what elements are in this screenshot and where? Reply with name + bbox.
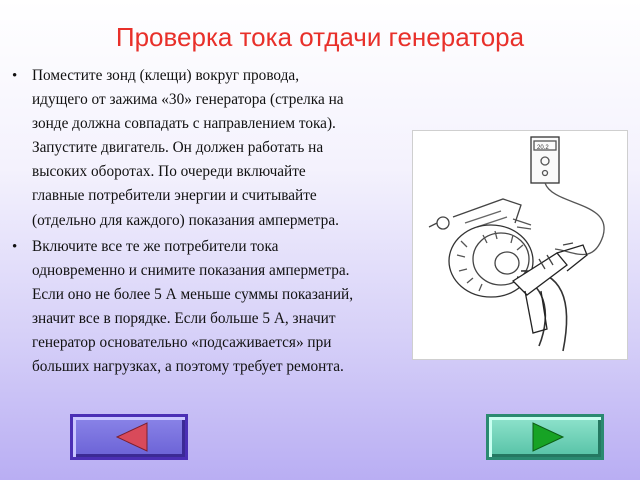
bullet-line: одновременно и снимите показания амперметра. [32, 261, 350, 279]
bullet-line: высоких оборотах. По очереди включайте [32, 163, 306, 181]
bullet-line: Если оно не более 5 А меньше суммы показаний, [32, 285, 354, 303]
bullet-marker: • [12, 68, 18, 84]
clamp-probe-icon [513, 243, 587, 333]
bullet-list [8, 64, 408, 379]
ammeter-icon [531, 137, 559, 183]
bullet-line: зонде должна совпадать с направлением тока). [32, 115, 336, 133]
bullet-item-1 [8, 64, 408, 233]
bullet-marker: • [12, 238, 18, 255]
triangle-left-icon [73, 417, 185, 457]
bullet-line: Запустите двигатель. Он должен работать на [32, 139, 324, 157]
clamp-meter-illustration [412, 130, 628, 360]
bullet-item-2 [8, 235, 408, 380]
bullet-line: Включите все те же потребители тока [32, 237, 279, 255]
meter-display: 20.2 [537, 145, 549, 151]
bullet-line: генератор основательно «подсаживается» при [32, 334, 332, 352]
bullet-line: главные потребители энергии и считывайте [32, 187, 317, 205]
bullet-line: Поместите зонд (клещи) вокруг провода, [32, 67, 300, 84]
previous-slide-button[interactable] [70, 414, 188, 460]
triangle-right-icon [489, 417, 601, 457]
bullet-line: идущего от зажима «30» генератора (стрелка на [32, 91, 344, 109]
bullet-line: больших нагрузках, а поэтому требует ремонта. [32, 358, 344, 376]
slide-title: Проверка тока отдачи генератора [115, 22, 525, 52]
bullet-line: значит все в порядке. Если больше 5 А, значит [32, 309, 336, 327]
bullet-line: (отдельно для каждого) показания амперметра. [32, 211, 339, 229]
next-slide-button[interactable] [486, 414, 604, 460]
